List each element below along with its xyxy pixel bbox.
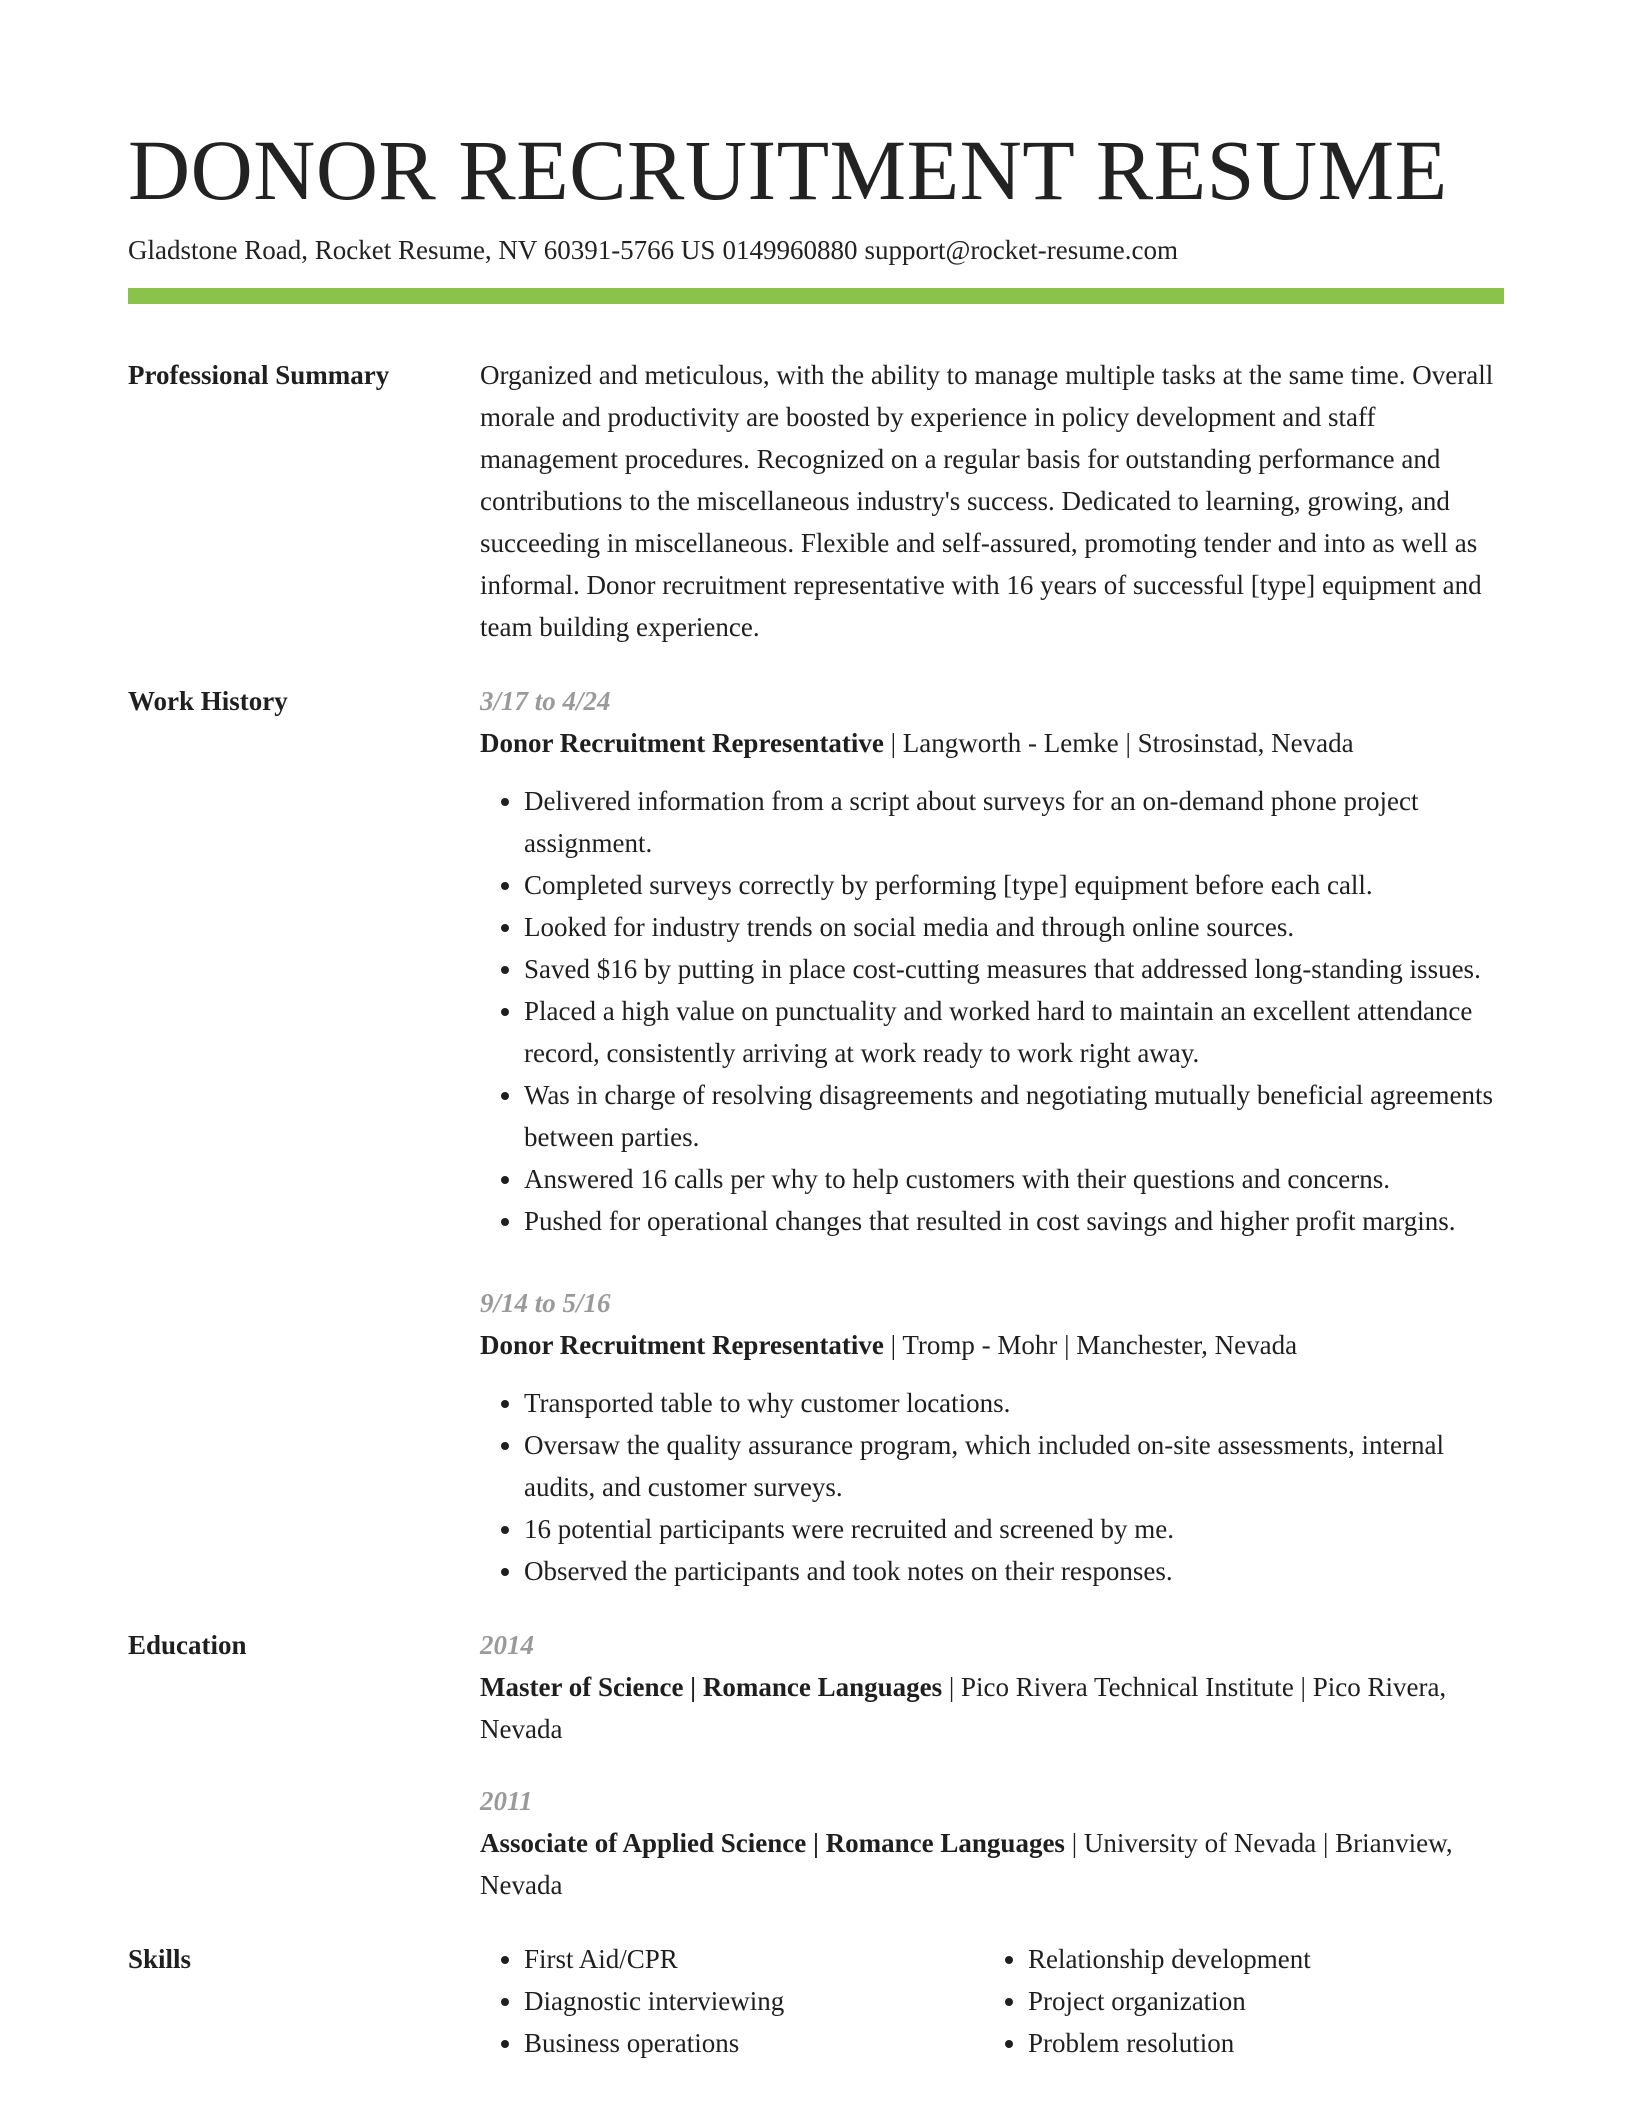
job-bullet: • Delivered information from a script about surveys for an on-demand phone project assignment. <box>524 780 1504 864</box>
skills-section <box>128 1938 1504 2064</box>
job-bullet: • Observed the participants and took notes on their responses. <box>524 1550 1504 1592</box>
education-heading <box>480 1822 1504 1906</box>
job-bullets <box>480 1382 1504 1592</box>
skill-item: • Relationship development <box>1028 1938 1488 1980</box>
job-heading <box>480 1324 1504 1366</box>
job-bullet: • Completed surveys correctly by performing [type] equipment before each call. <box>524 864 1504 906</box>
contact-address: Gladstone Road, Rocket Resume, NV 60391-5766 US <box>128 235 716 265</box>
job-bullet: • Was in charge of resolving disagreements and negotiating mutually beneficial agreements between parties. <box>524 1074 1504 1158</box>
job-bullet: • Pushed for operational changes that resulted in cost savings and higher profit margins. <box>524 1200 1504 1242</box>
job-bullet: • Oversaw the quality assurance program, which included on-site assessments, internal audits, and customer surveys. <box>524 1424 1504 1508</box>
education-section <box>128 1624 1504 1906</box>
skill-item: • Diagnostic interviewing <box>524 1980 984 2022</box>
resume-title: DONOR RECRUITMENT RESUME <box>128 122 1448 218</box>
professional-summary-section <box>128 354 1504 648</box>
job-bullet: • Looked for industry trends on social media and through online sources. <box>524 906 1504 948</box>
accent-divider <box>128 288 1504 304</box>
job-bullets <box>480 780 1504 1242</box>
job-entry <box>480 680 1504 1242</box>
school-location: | University of Nevada | Brianview, Nevada <box>480 1828 1453 1900</box>
education-year: 2011 <box>480 1786 533 1816</box>
job-bullet: • Saved $16 by putting in place cost-cutting measures that addressed long-standing issues. <box>524 948 1504 990</box>
skill-item: • Problem resolution <box>1028 2022 1488 2064</box>
job-heading <box>480 722 1504 764</box>
job-dates: 9/14 to 5/16 <box>480 1288 611 1318</box>
job-company-location: | Tromp - Mohr | Manchester, Nevada <box>883 1330 1298 1360</box>
work-history-section <box>128 680 1504 1592</box>
section-label-skills: Skills <box>128 1944 192 1974</box>
job-dates: 3/17 to 4/24 <box>480 686 611 716</box>
education-year: 2014 <box>480 1630 534 1660</box>
job-bullet: • Placed a high value on punctuality and worked hard to maintain an excellent attendance record, consistently arriving at work ready to work right away. <box>524 990 1504 1074</box>
summary-text: Organized and meticulous, with the ability to manage multiple tasks at the same time. Overall morale and productivity are boosted by experience in policy development and staff management procedures. Recognized on a regular basis for outstanding performance and contributions to the miscellaneous industry's success. Dedicated to learning, growing, and succeeding in miscellaneous. Flexible and self-assured, promoting tender and into as well as informal. Donor recruitment representative with 16 years of successful [type] equipment and team building experience. <box>480 360 1494 642</box>
resume-page <box>128 0 1504 2064</box>
skills-columns <box>480 1938 1504 2064</box>
section-label-summary: Professional Summary <box>128 360 390 390</box>
job-title: Donor Recruitment Representative <box>480 728 884 758</box>
job-bullet: • 16 potential participants were recruited and screened by me. <box>524 1508 1504 1550</box>
contact-line <box>128 232 1504 268</box>
education-body <box>480 1624 1504 1906</box>
contact-phone: 0149960880 <box>722 235 858 265</box>
job-title: Donor Recruitment Representative <box>480 1330 884 1360</box>
contact-email: support@rocket-resume.com <box>864 235 1178 265</box>
skills-list-right <box>984 1938 1488 2064</box>
section-label-education: Education <box>128 1630 247 1660</box>
education-entry <box>480 1780 1504 1906</box>
work-history-body <box>480 680 1504 1592</box>
skill-item: • Project organization <box>1028 1980 1488 2022</box>
skill-item: • First Aid/CPR <box>524 1938 984 1980</box>
education-entry <box>480 1624 1504 1750</box>
school-location: | Pico Rivera Technical Institute | Pico Rivera, Nevada <box>480 1672 1447 1744</box>
job-company-location: | Langworth - Lemke | Strosinstad, Nevada <box>883 728 1354 758</box>
skills-body <box>480 1938 1504 2064</box>
degree-title: Master of Science | Romance Languages <box>480 1672 943 1702</box>
education-heading <box>480 1666 1504 1750</box>
section-label-work: Work History <box>128 686 288 716</box>
skills-list-left <box>480 1938 984 2064</box>
skill-item: • Business operations <box>524 2022 984 2064</box>
degree-title: Associate of Applied Science | Romance Languages <box>480 1828 1065 1858</box>
job-entry <box>480 1282 1504 1592</box>
job-bullet: • Answered 16 calls per why to help customers with their questions and concerns. <box>524 1158 1504 1200</box>
job-bullet: • Transported table to why customer locations. <box>524 1382 1504 1424</box>
